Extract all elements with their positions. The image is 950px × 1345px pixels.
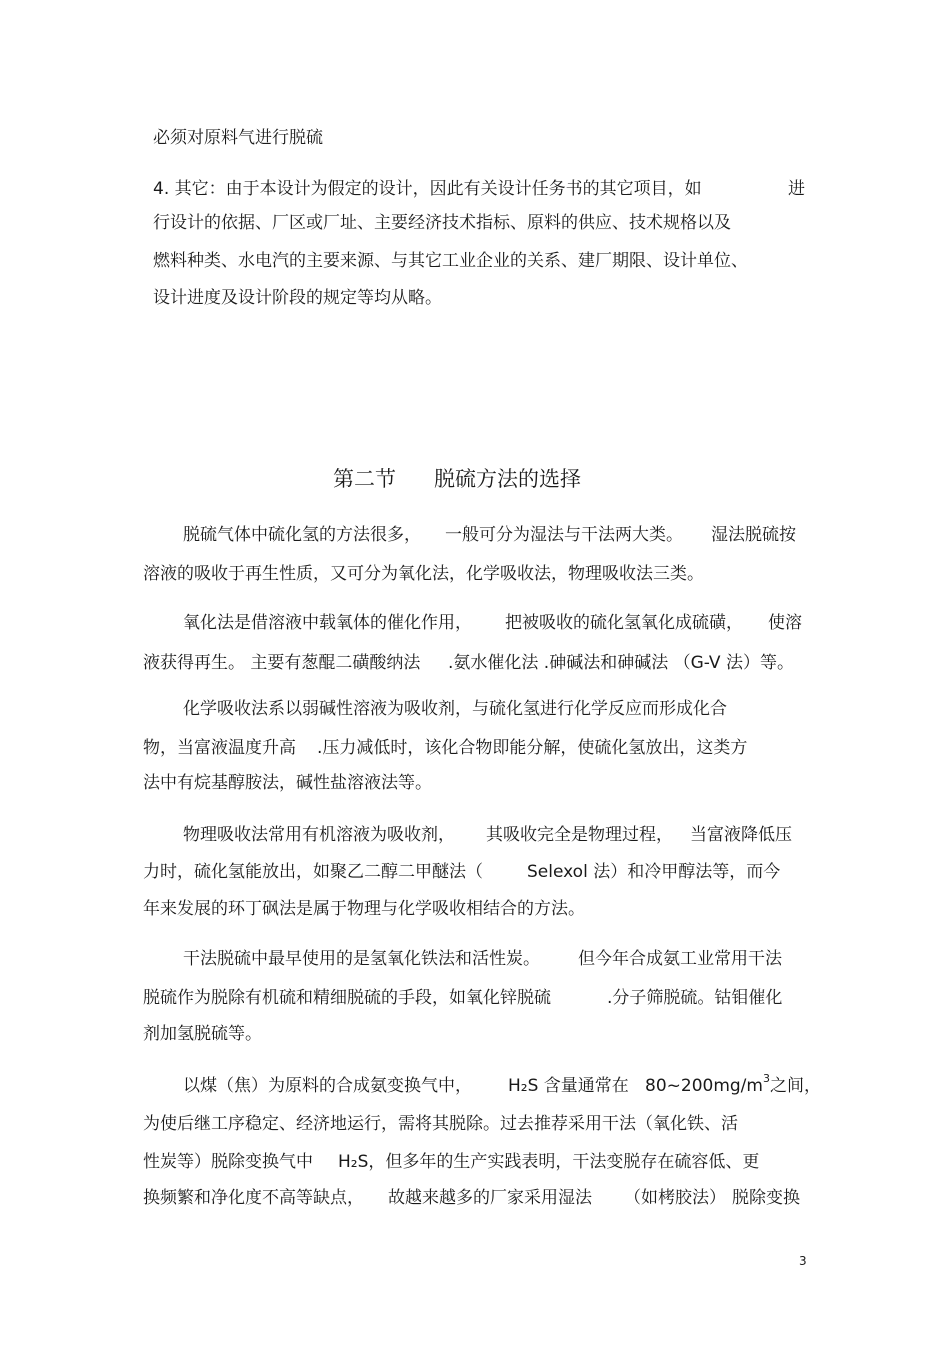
item-4-line-1-right: 进 — [788, 179, 805, 199]
p4-line-2a: 力时，硫化氢能放出，如聚乙二醇二甲醚法（ — [143, 862, 483, 882]
p4-line-1c: 当富液降低压 — [690, 825, 792, 845]
item-4-line-3: 燃料种类、水电汽的主要来源、与其它工业企业的关系、建厂期限、设计单位、 — [153, 251, 748, 271]
p1-line-1c: 湿法脱硫按 — [711, 525, 796, 545]
p6-line-1d: 之间， — [769, 1076, 821, 1096]
p2-line-1a: 氧化法是借溶液中载氧体的催化作用， — [183, 613, 472, 633]
p6-line-4c: （如栲胶法） — [624, 1188, 726, 1208]
p6-line-2: 为使后继工序稳定、经济地运行，需将其脱除。过去推荐采用干法（氧化铁、活 — [143, 1114, 738, 1134]
p6-line-4d: 脱除变换 — [732, 1188, 800, 1208]
item-4-line-2: 行设计的依据、厂区或厂址、主要经济技术指标、原料的供应、技术规格以及 — [153, 213, 731, 233]
p2-line-2a: 液获得再生。 主要有葱醌二磺酸纳法 — [143, 653, 421, 673]
item-4-line-1-left: 4. 其它：由于本设计为假定的设计，因此有关设计任务书的其它项目，如 — [153, 179, 702, 199]
p4-line-1a: 物理吸收法常用有机溶液为吸收剂， — [183, 825, 455, 845]
p6-line-4b: 故越来越多的厂家采用湿法 — [388, 1188, 592, 1208]
p5-line-2a: 脱硫作为脱除有机硫和精细脱硫的手段，如氧化锌脱硫 — [143, 988, 551, 1008]
section-title: 脱硫方法的选择 — [434, 467, 581, 491]
p6-line-1b: H₂S 含量通常在 — [508, 1076, 629, 1096]
p4-line-3: 年来发展的环丁砜法是属于物理与化学吸收相结合的方法。 — [143, 899, 585, 919]
section-label: 第二节 — [333, 467, 396, 491]
p6-line-1c — [645, 1072, 821, 1096]
p3-line-1: 化学吸收法系以弱碱性溶液为吸收剂，与硫化氢进行化学反应而形成化合 — [183, 699, 727, 719]
p6-measure-value: 80~200mg/m — [645, 1076, 763, 1096]
p2-line-2b: .氨水催化法 .砷碱法和砷碱法 （G-V 法）等。 — [448, 653, 794, 673]
p6-line-3a: 性炭等）脱除变换气中 — [143, 1152, 313, 1172]
p1-line-1a: 脱硫气体中硫化氢的方法很多， — [183, 525, 421, 545]
p6-superscript: 3 — [762, 1072, 770, 1086]
p6-line-3b: H₂S，但多年的生产实践表明，干法变脱存在硫容低、更 — [338, 1152, 760, 1172]
p4-line-1b: 其吸收完全是物理过程， — [486, 825, 673, 845]
p5-line-1b: 但今年合成氨工业常用干法 — [578, 949, 782, 969]
p2-line-1b: 把被吸收的硫化氢氧化成硫磺， — [505, 613, 743, 633]
page-number: 3 — [799, 1254, 807, 1268]
p3-line-2a: 物，当富液温度升高 — [143, 738, 296, 758]
p5-line-1a: 干法脱硫中最早使用的是氢氧化铁法和活性炭。 — [183, 949, 540, 969]
intro-line-1: 必须对原料气进行脱硫 — [153, 128, 323, 148]
item-4-line-4: 设计进度及设计阶段的规定等均从略。 — [153, 288, 442, 308]
p4-line-2b: Selexol 法）和冷甲醇法等，而今 — [527, 862, 781, 882]
p6-line-1a: 以煤（焦）为原料的合成氨变换气中， — [183, 1076, 472, 1096]
p5-line-3: 剂加氢脱硫等。 — [143, 1024, 262, 1044]
p6-line-4a: 换频繁和净化度不高等缺点， — [143, 1188, 364, 1208]
p3-line-2b: .压力减低时，该化合物即能分解，使硫化氢放出，这类方 — [317, 738, 748, 758]
p2-line-1c: 使溶 — [768, 613, 802, 633]
p5-line-2b: .分子筛脱硫。钴钼催化 — [607, 988, 783, 1008]
p1-line-2: 溶液的吸收于再生性质，又可分为氧化法，化学吸收法，物理吸收法三类。 — [143, 564, 704, 584]
p3-line-3: 法中有烷基醇胺法，碱性盐溶液法等。 — [143, 773, 432, 793]
p1-line-1b: 一般可分为湿法与干法两大类。 — [445, 525, 683, 545]
